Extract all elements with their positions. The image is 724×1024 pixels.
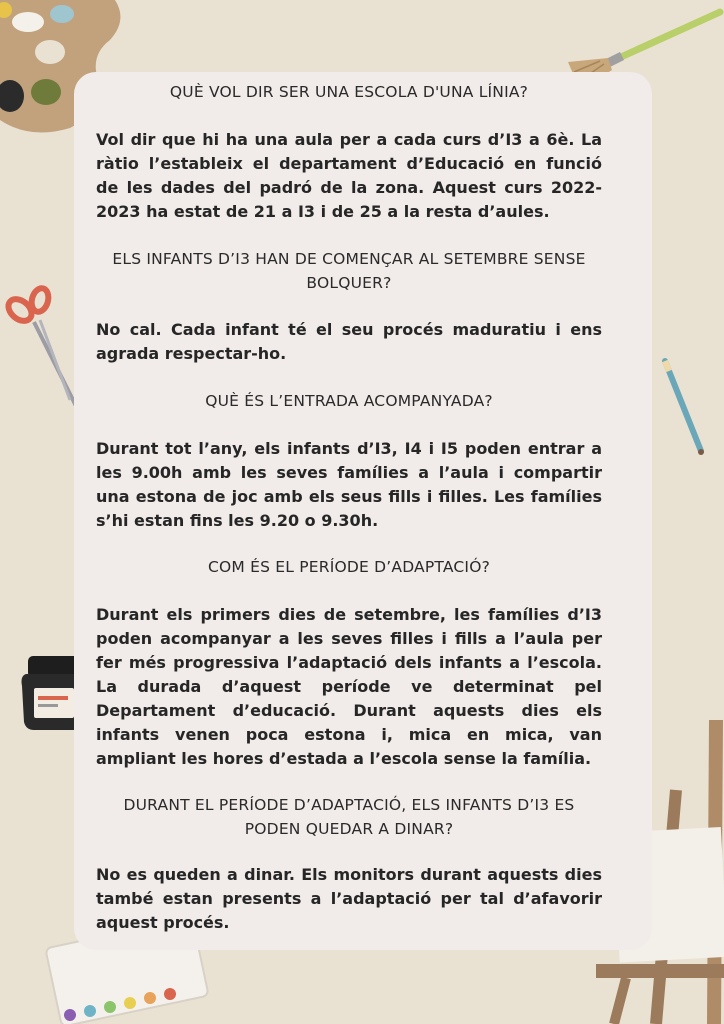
faq-question-1: QUÈ VOL DIR SER UNA ESCOLA D'UNA LÍNIA? [169, 83, 529, 101]
faq-answer-4: Durant els primers dies de setembre, les famílies d’I3 poden acompanyar a les seves filles i fills a l’aula per fer més progressiva l’adaptació dels infants a l’escola. La durada d’aquest període ve determinat pel Departament d’educació. Durant aquests dies els infants venen poca estona i, mica en mica, van ampliant les hores d’estada a l’escola sense la família. [96, 605, 602, 768]
faq-question-4: COM ÉS EL PERÍODE D’ADAPTACIÓ? [207, 558, 491, 576]
faq-question-3: QUÈ ÉS L’ENTRADA ACOMPANYADA? [205, 392, 493, 410]
faq-question-5: DURANT EL PERÍODE D’ADAPTACIÓ, ELS INFANTS D’I3 ES PODEN QUEDAR A DINAR? [123, 796, 575, 838]
faq-answer-3: Durant tot l’any, els infants d’I3, I4 i I5 poden entrar a les 9.00h amb les seves famílies a l’aula i compartir una estona de joc amb els seus fills i filles. Les famílies s’hi estan fins les 9.20 o 9.30h. [96, 439, 602, 530]
faq-answer-1: Vol dir que hi ha una aula per a cada curs d’I3 a 6è. La ràtio l’estableix el departament d’Educació en funció de les dades del padró de la zona. Aquest curs 2022-2023 ha estat de 21 a I3 i de 25 a la resta d’aules. [96, 130, 602, 221]
faq-answer-2: No cal. Cada infant té el seu procés maduratiu i ens agrada respectar-ho. [96, 320, 602, 363]
faq-answer-5: No es queden a dinar. Els monitors durant aquests dies també estan presents a l’adaptació per tal d’afavorir aquest procés. [96, 865, 602, 932]
scissors-icon [0, 282, 82, 412]
pencil-icon [655, 355, 715, 460]
faq-question-2: ELS INFANTS D’I3 HAN DE COMENÇAR AL SETEMBRE SENSE BOLQUER? [112, 250, 586, 292]
